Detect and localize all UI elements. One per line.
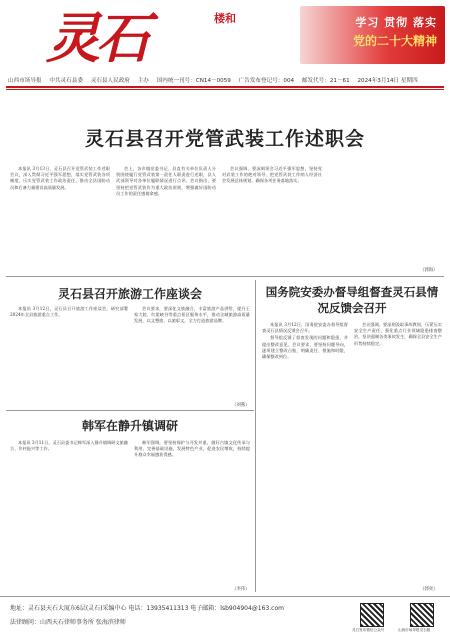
- footer-legal: 法律顾问：山西天石律师事务所 张海滨律师: [10, 619, 126, 626]
- tagline-item: 灵石县人民政府: [90, 78, 130, 84]
- footer-address: 地址：灵石县天石大厦东6层(灵石)采编中心 电话：13935411313 电子邮箱：lsb904904@163.com: [10, 605, 284, 612]
- masthead-rule: [6, 86, 444, 88]
- info-item: 广告发布登记号：004: [238, 78, 295, 84]
- cn-number-inline: 国内统一刊号：CN14－0059: [156, 78, 231, 84]
- main-article-col3: [222, 166, 322, 264]
- paragraph: 督导组反馈了督查发现的问题和隐患，并提出整改意见。会议要求，要坚持问题导向，逐项建立整改台账，明确责任、措施和时限，确保整改到位。: [262, 335, 348, 360]
- divider: [6, 276, 444, 277]
- masthead-rule-thin: [6, 89, 444, 90]
- slogan-banner: [300, 6, 445, 64]
- article4-title: 国务院安委办督导组督查灵石县情况反馈会召开: [265, 285, 439, 315]
- qr-code-icon: [360, 603, 384, 627]
- qr-code-icon: [410, 603, 434, 627]
- main-article-col2: [116, 166, 216, 264]
- info-item: 2024年3月14日 星期四: [357, 78, 418, 84]
- info-item: 邮发代号：21－61: [301, 78, 350, 84]
- article4-col2: [354, 322, 442, 588]
- main-article-col4: [328, 166, 440, 264]
- article2-title: 灵石县召开旅游工作座谈会: [57, 287, 202, 301]
- article2-col1: [10, 306, 128, 400]
- paragraph: 韩军强调，要坚持保护与开发并重，做好古镇文化传承与利用，完善基础设施，发展特色产业，促进农民增收，持续提升群众幸福感获得感。: [134, 440, 250, 458]
- tagline-item: 山西市场导报: [8, 78, 42, 84]
- article2-byline: （刘燕）: [232, 403, 250, 408]
- article2-col2: [134, 306, 250, 400]
- tagline-item: 中共灵石县委: [49, 78, 83, 84]
- paragraph: 本报讯 3月11日，灵石县委书记韩军深入静升镇调研文旅融合、乡村振兴等工作。: [10, 440, 128, 452]
- paragraph: 本报讯 3月13日，灵石县召开党管武装工作述职会议，深入贯彻习近平强军思想，落实党管武装各项制度，压实党管武装工作政治责任，推动全县国防动员和后备力量建设高质量发展。: [10, 166, 110, 190]
- article3-col2: [134, 440, 250, 590]
- masthead: [0, 0, 450, 92]
- paragraph: 本报讯 3月12日，灵石县召开旅游工作座谈会，研究部署2024年全县旅游重点工作。: [10, 306, 128, 318]
- tagline-item: 主办: [137, 78, 149, 84]
- paragraph: 本报讯 3月12日，国务院安委办督导组督查灵石县情况反馈会召开。: [262, 322, 348, 334]
- paragraph: 会议强调，要深刻汲取事故教训，压紧压实安全生产责任，强化重点行业领域隐患排查整治，坚决遏制各类事故发生，确保全县安全生产形势持续稳定。: [354, 322, 442, 346]
- paragraph: 会议要求，要深化文旅融合，丰富旅游产品供给，提升王家大院、红崖峡谷等重点景区服务水平，推动全域旅游高质量发展，以文塑旅、以旅彰文，全力打造旅游品牌。: [134, 306, 250, 324]
- footer: [0, 596, 450, 641]
- article3-title: 韩军在静升镇调研: [81, 419, 178, 433]
- paragraph: 会议强调，要深刻领会习近平强军思想，坚持党对武装工作的绝对领导，把党管武装工作纳入经济社会发展总体规划，确保各项任务落地落实。: [222, 166, 322, 184]
- article3-byline: （李伟）: [232, 587, 250, 592]
- newspaper-logo: 灵石: [46, 6, 146, 70]
- article4-byline: （郭亮）: [420, 587, 438, 592]
- divider: [6, 410, 254, 411]
- main-byline: （郭海）: [420, 268, 438, 273]
- banner-line1: 学习 贯彻 落实: [355, 16, 437, 29]
- qr-caption: 山西市场导报灵石版: [398, 628, 431, 632]
- main-headline: 灵石县召开党管武装工作述职会: [84, 128, 365, 150]
- main-article-col1: [10, 166, 110, 264]
- article4-col1: [262, 322, 348, 588]
- column-divider: [255, 280, 256, 592]
- banner-line2: 党的二十大精神: [352, 34, 437, 48]
- publisher-tagline: [8, 76, 424, 84]
- paragraph: 会上，各乡镇党委书记、县直有关单位负责人分别围绕履行党管武装第一责任人职责进行述职，县人武部领导对各单位履职情况进行点评。会议指出，要坚持把党管武装作为重大政治原则，增强做好国防动员工作的责任感使命感。: [116, 166, 216, 196]
- qr-caption: 灵石发布微信公众号: [352, 628, 385, 632]
- logo-suffix: 楼和: [214, 12, 236, 25]
- article3-col1: [10, 440, 128, 590]
